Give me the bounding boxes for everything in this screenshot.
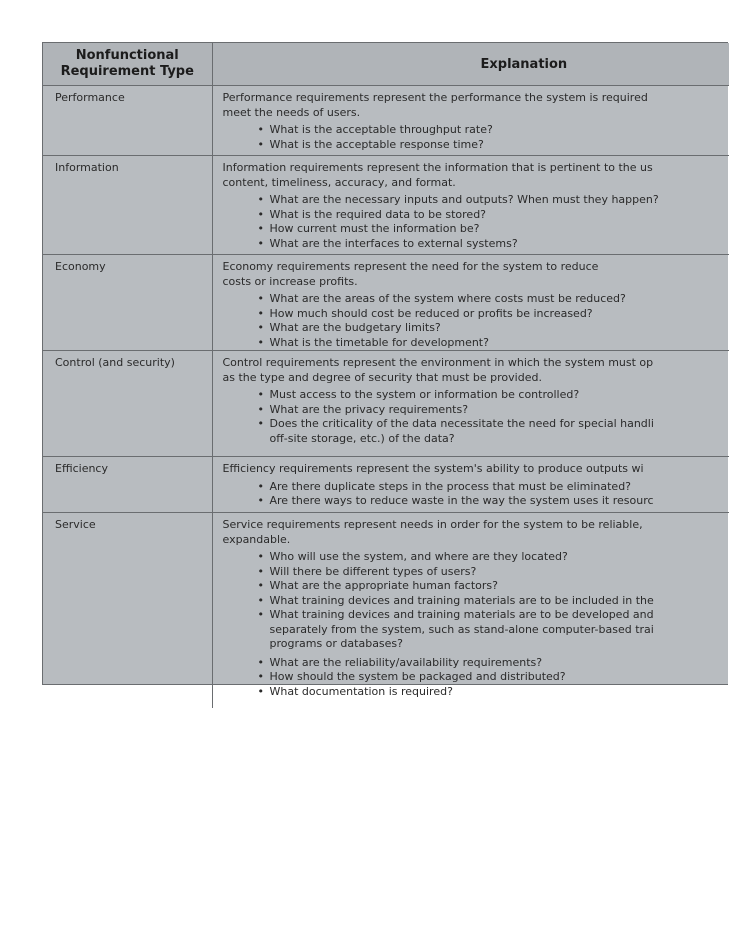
question-item: • What training devices and training materials are to be included in the [258,594,729,609]
column-header-type: Nonfunctional Requirement Type [43,43,212,86]
table-row-efficiency [43,457,729,513]
table-row-performance [43,86,729,156]
explanation-line: Performance requirements represent the performance the system is required [222,91,648,104]
question-list [223,480,729,509]
question-item: • What is the acceptable response time? [258,138,729,153]
explanation-line: Economy requirements represent the need for the system to reduce [222,260,599,273]
explanation-text [223,161,729,190]
question-item: • Must access to the system or information be controlled? [258,388,729,403]
explanation-line: costs or increase profits. [222,274,358,288]
question-item: • What is the required data to be stored? [258,208,729,223]
question-item: • Are there duplicate steps in the process that must be eliminated? [258,480,729,495]
explanation-line: Efficiency requirements represent the system's ability to produce outputs wi [222,462,644,475]
explanation-text [223,356,729,385]
question-list [223,193,729,251]
question-line: separately from the system, such as stand-alone computer-based trai [269,622,654,636]
question-item: • What are the areas of the system where costs must be reduced? [258,292,729,307]
question-line: What training devices and training materials are to be developed and [269,608,654,621]
question-item: • Will there be different types of users? [258,565,729,580]
question-item: • What are the reliability/availability requirements? [258,656,729,671]
table-row-economy [43,255,729,351]
explanation-line: Service requirements represent needs in order for the system to be reliable, [222,518,643,531]
explanation-line: content, timeliness, accuracy, and format. [222,175,456,189]
question-item: • What are the necessary inputs and outputs? When must they happen? [258,193,729,208]
explanation-line: as the type and degree of security that must be provided. [222,370,542,384]
explanation-line: expandable. [222,532,291,546]
explanation-text [223,260,729,289]
requirement-type: Information [43,156,212,255]
question-line: programs or databases? [269,637,403,650]
question-list [223,123,729,152]
table-row-service [43,513,729,709]
question-line: Does the criticality of the data necessitate the need for special handli [269,417,654,430]
question-item: • What are the budgetary limits? [258,321,729,336]
question-item [258,608,729,652]
question-item [258,417,729,446]
requirement-explanation [212,255,729,351]
question-item: • How should the system be packaged and distributed? [258,670,729,685]
requirement-type: Control (and security) [43,351,212,457]
requirement-type: Performance [43,86,212,156]
explanation-text [223,91,729,120]
question-item: • What are the interfaces to external systems? [258,237,729,252]
question-item: • Are there ways to reduce waste in the way the system uses it resourc [258,494,729,509]
table-header-row [43,43,729,86]
explanation-text [223,518,729,547]
question-item: • What are the appropriate human factors? [258,579,729,594]
explanation-line: Information requirements represent the information that is pertinent to the us [222,161,653,174]
requirement-explanation [212,86,729,156]
table-row-control [43,351,729,457]
question-item: • Who will use the system, and where are they located? [258,550,729,565]
requirement-explanation [212,513,729,709]
question-item: • What are the privacy requirements? [258,403,729,418]
question-item: • How much should cost be reduced or profits be increased? [258,307,729,322]
requirements-table [43,43,729,708]
table-row-information [43,156,729,255]
explanation-line: Control requirements represent the environment in which the system must op [222,356,654,369]
question-item: • How current must the information be? [258,222,729,237]
requirement-type: Efficiency [43,457,212,513]
explanation-line: meet the needs of users. [222,105,361,119]
question-list [223,388,729,446]
question-list [223,550,729,699]
explanation-text [223,462,729,477]
question-list [223,292,729,350]
requirement-type: Service [43,513,212,709]
requirement-explanation [212,457,729,513]
question-item: • What is the timetable for development? [258,336,729,351]
requirement-explanation [212,156,729,255]
question-item: • What is the acceptable throughput rate? [258,123,729,138]
requirements-table-container [42,42,728,698]
requirement-type: Economy [43,255,212,351]
column-header-explanation: Explanation [212,43,729,86]
question-line: off-site storage, etc.) of the data? [269,431,455,445]
requirement-explanation [212,351,729,457]
question-item: • What documentation is required? [258,685,729,700]
